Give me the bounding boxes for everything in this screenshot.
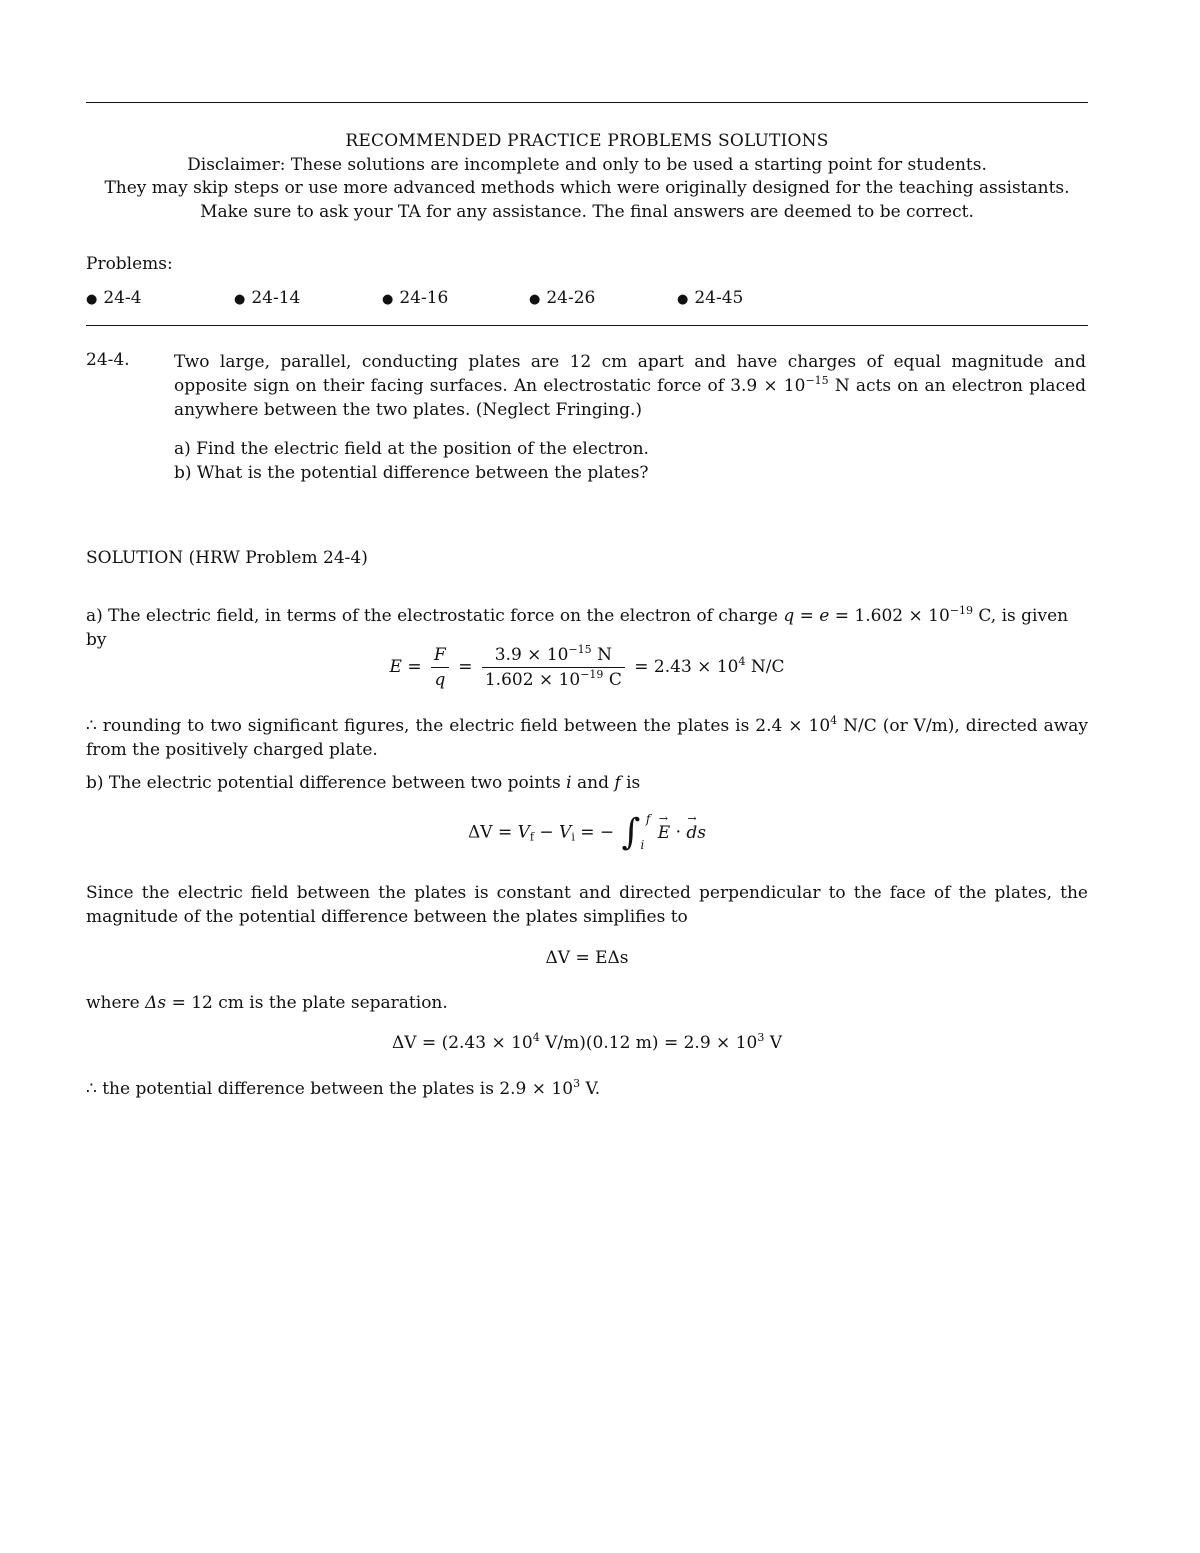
bullet-icon: ● xyxy=(677,292,689,307)
fraction-f-over-q: $\frac{F}{q}$ xyxy=(431,645,449,690)
solution-b-since: Since the electric field between the plates is constant and directed perpendicular to the face of the plates, the magnitude of the potential difference between the plates simplifies to xyxy=(86,883,1088,927)
disclaimer-line-2: They may skip steps or use more advanced methods which were originally designed for the teaching assistants. xyxy=(104,178,1070,198)
equation-delta-v-numeric: $\Delta V = (2.43 \times 10^4$ V/m)(0.12 $m) = 2.9 \times 10^3$ V xyxy=(391,1031,783,1053)
section-rule xyxy=(86,325,1088,326)
problem-list-item: ● 24-14 xyxy=(234,288,301,308)
solution-heading: SOLUTION (HRW Problem 24-4) xyxy=(86,548,368,568)
solution-b-conclusion: ∴ the potential difference between the plates is $2.9 \times 10^3$ V. xyxy=(86,1077,601,1099)
bullet-icon: ● xyxy=(382,292,394,307)
problem-number: 24-4. xyxy=(86,350,130,370)
document-header xyxy=(86,130,1088,224)
document-page xyxy=(86,0,1088,1553)
bullet-icon: ● xyxy=(234,292,246,307)
problem-list-item: ● 24-45 xyxy=(677,288,744,308)
equation-potential-integral: $\Delta V = V_f - V_i$ = − ∫ f i → E · → ds xyxy=(86,815,1088,851)
equation-delta-v-simplified: ΔV = EΔs xyxy=(545,948,629,968)
problem-list-item: ● 24-4 xyxy=(86,288,142,308)
disclaimer-line-1: Disclaimer: These solutions are incomplete and only to be used a starting point for students. xyxy=(187,154,987,175)
solution-b-intro: b) The electric potential difference between two points i and f is xyxy=(86,773,641,793)
problems-label: Problems: xyxy=(86,254,173,274)
fraction-numeric: $\frac{3.9 \times 10^{-15} N}{1.602 \times 10^{-19} C}$ xyxy=(482,645,625,690)
problem-parts xyxy=(174,437,1086,485)
solution-a-intro: a) The electric field, in terms of the electrostatic force on the electron of charge $q = e = 1.602 \times 10^{-19}$ C, is given by xyxy=(86,604,1069,650)
bullet-icon: ● xyxy=(86,292,98,307)
solution-a-conclusion: ∴ rounding to two significant figures, the electric field between the plates is $2.4 \times 10^4$ N/C (or V/m), directed away from the positively charged plate. xyxy=(86,714,1089,760)
problem-list-item: ● 24-16 xyxy=(382,288,449,308)
document-title: RECOMMENDED PRACTICE PROBLEMS SOLUTIONS xyxy=(345,131,829,151)
problem-list-item: ● 24-26 xyxy=(529,288,596,308)
bullet-icon: ● xyxy=(529,292,541,307)
top-rule xyxy=(86,102,1088,103)
equation-electric-field: E = $\frac{F}{q}$ = $\frac{3.9 \times 10^{-15} N}{1.602 \times 10^{-19} C}$ = $2.43 \times 10^4$ N/C xyxy=(389,643,785,690)
problem-part-a: a) Find the electric field at the position of the electron. xyxy=(174,439,649,459)
integral-sign: ∫ f i xyxy=(621,812,651,853)
problem-statement: Two large, parallel, conducting plates are 12 cm apart and have charges of equal magnitude and opposite sign on their facing surfaces. An electrostatic force of $3.9 \times 10^{-15}$ N acts on an electron placed anywhere between the two plates. (Neglect Fringing.) xyxy=(174,352,1087,420)
disclaimer-line-3: Make sure to ask your TA for any assistance. The final answers are deemed to be correct. xyxy=(200,201,974,222)
solution-b-where: where Δs = 12 cm is the plate separation. xyxy=(86,993,448,1013)
problem-part-b: b) What is the potential difference between the plates? xyxy=(174,463,649,483)
